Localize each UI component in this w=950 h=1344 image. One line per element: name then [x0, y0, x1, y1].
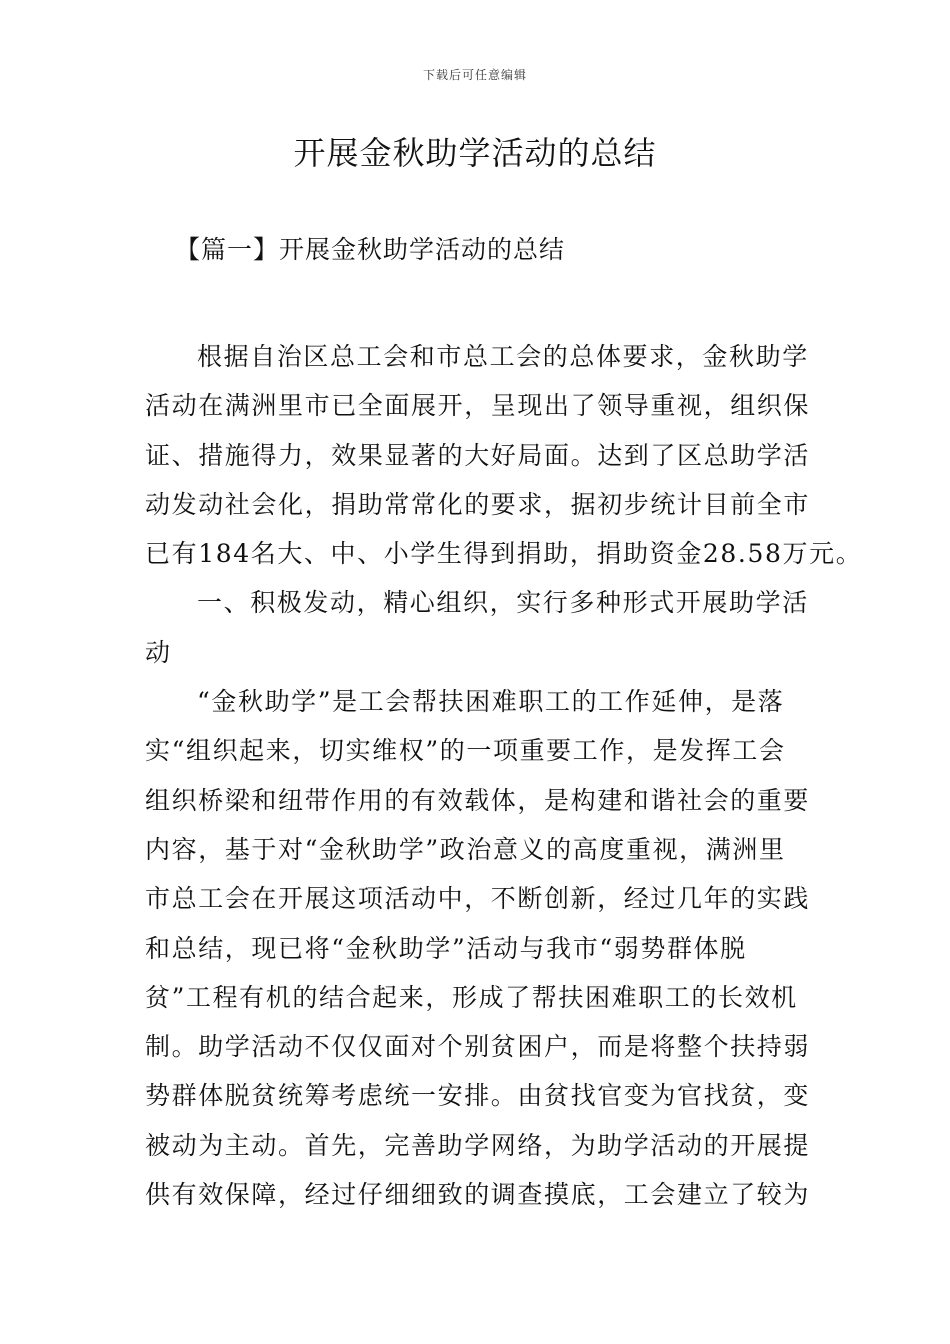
body-line: 供有效保障，经过仔细细致的调查摸底，工会建立了较为	[145, 1180, 811, 1210]
body-line: 组织桥梁和纽带作用的有效载体，是构建和谐社会的重要	[145, 785, 811, 815]
body-line: 实“组织起来，切实维权”的一项重要工作，是发挥工会	[145, 736, 786, 766]
body-text	[145, 332, 863, 1219]
body-line: 和总结，现已将“金秋助学”活动与我市“弱势群体脱	[145, 933, 747, 963]
body-line: 活动在满洲里市已全面展开，呈现出了领导重视，组织保	[145, 391, 811, 421]
section-heading: 【篇一】开展金秋助学活动的总结	[175, 235, 566, 264]
body-line: 动发动社会化，捐助常常化的要求，据初步统计目前全市	[145, 489, 811, 519]
body-line: 制。助学活动不仅仅面对个别贫困户，而是将整个扶持弱	[145, 1032, 811, 1062]
header-note: 下载后可任意编辑	[422, 68, 527, 82]
body-line: 一、积极发动，精心组织，实行多种形式开展助学活	[197, 588, 809, 618]
body-line: 已有184名大、中、小学生得到捐助，捐助资金28.58万元。	[145, 539, 863, 569]
body-line: 市总工会在开展这项活动中，不断创新，经过几年的实践	[145, 884, 811, 914]
body-line: 证、措施得力，效果显著的大好局面。达到了区总助学活	[145, 440, 811, 470]
body-line: 贫”工程有机的结合起来，形成了帮扶困难职工的长效机	[145, 982, 798, 1012]
document-title: 开展金秋助学活动的总结	[293, 134, 657, 172]
body-line: 被动为主动。首先，完善助学网络，为助学活动的开展提	[145, 1130, 811, 1160]
body-line: “金秋助学”是工会帮扶困难职工的工作延伸，是落	[197, 687, 785, 717]
body-line: 根据自治区总工会和市总工会的总体要求，金秋助学	[197, 342, 809, 371]
body-line: 势群体脱贫统筹考虑统一安排。由贫找官变为官找贫，变	[145, 1081, 811, 1111]
body-line: 内容，基于对“金秋助学”政治意义的高度重视，满洲里	[145, 834, 786, 864]
body-line: 动	[145, 637, 172, 667]
